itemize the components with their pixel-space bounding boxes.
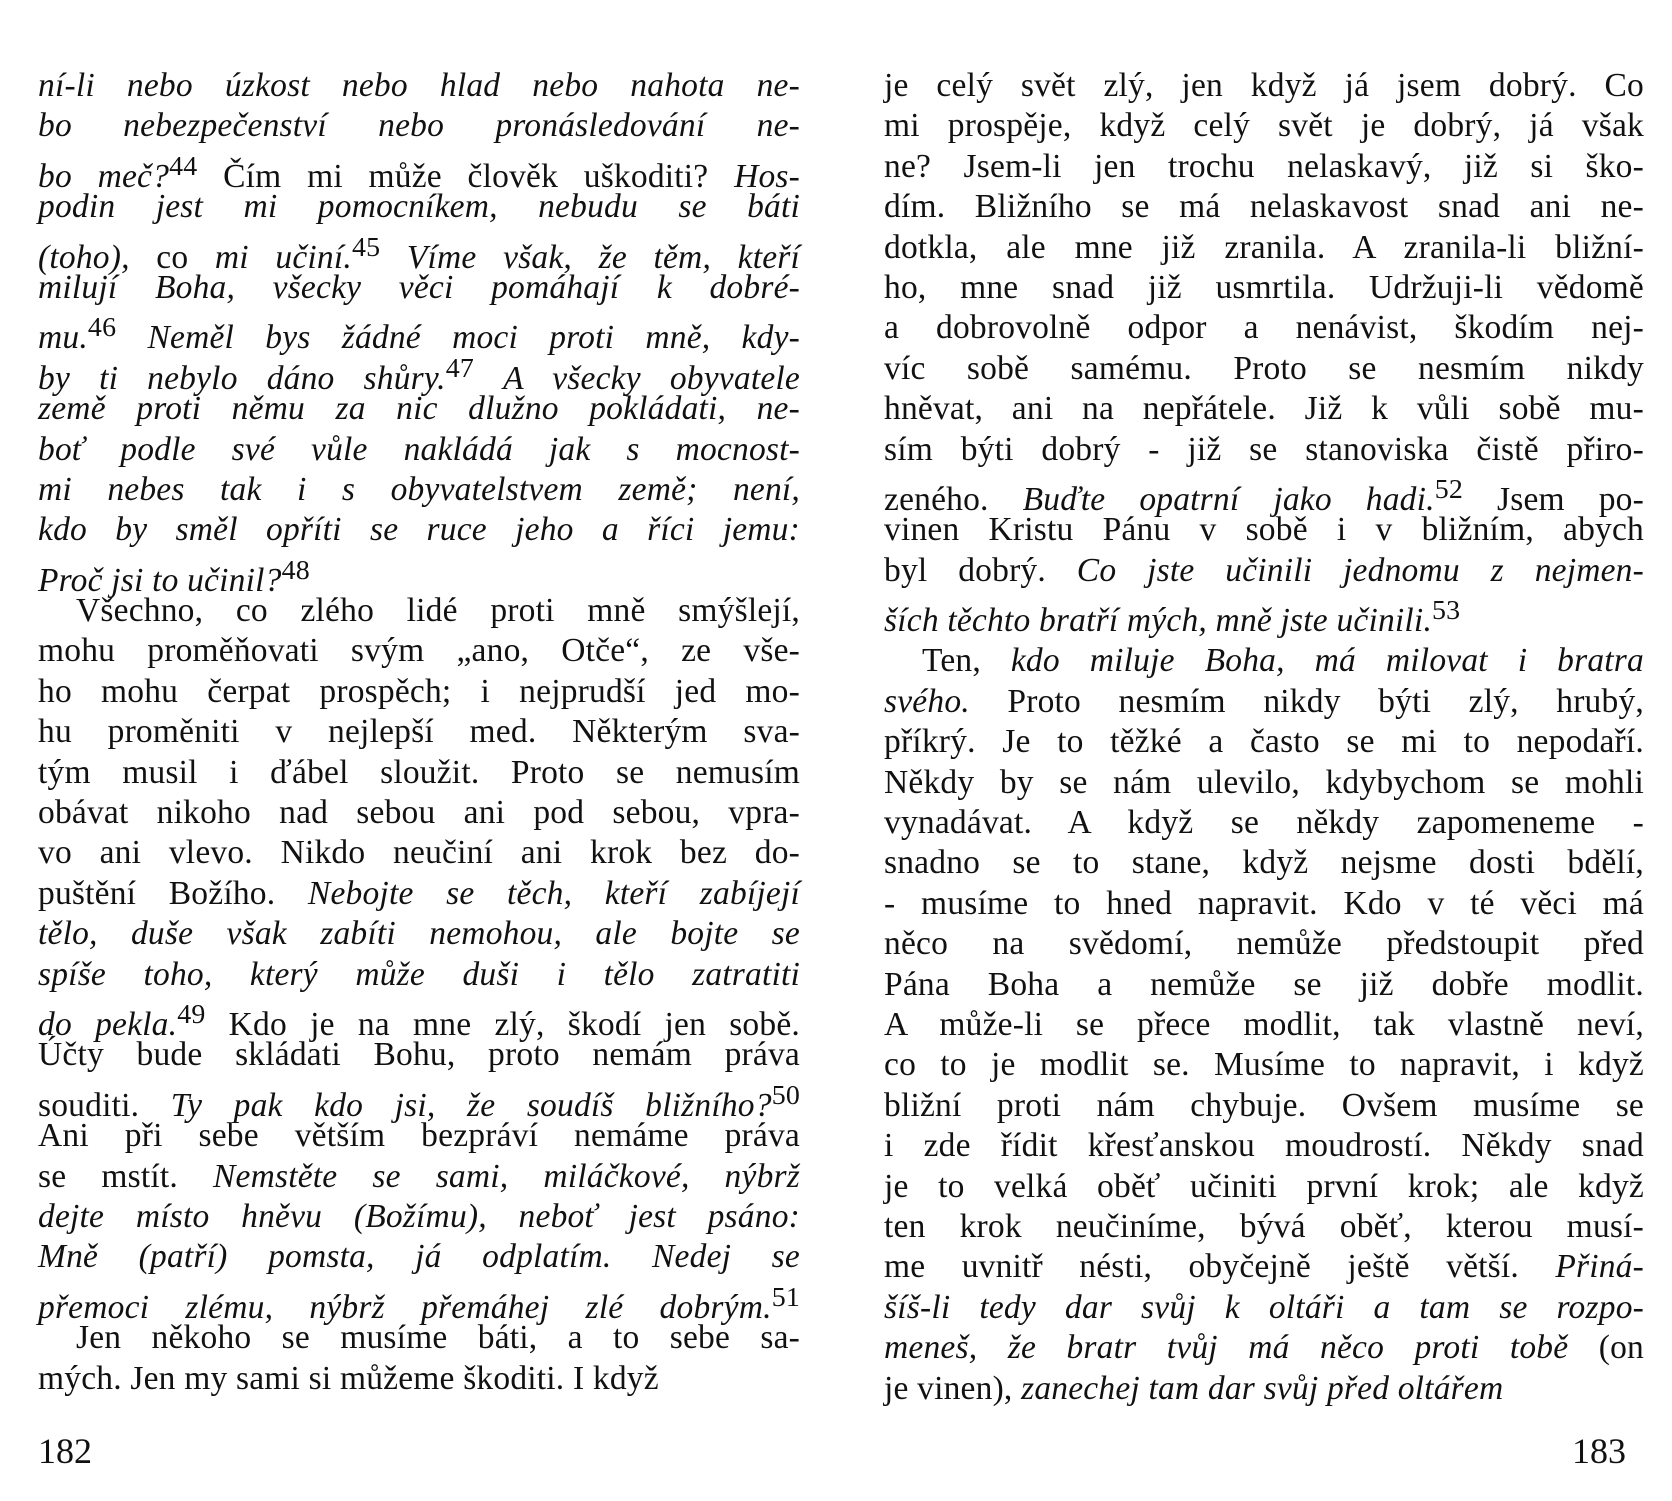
text-line: meneš, že bratr tvůj má něco proti tobě (on [884,1329,1644,1367]
text-line: i zde řídit křesťanskou moudrostí. Někdy snad [884,1127,1644,1165]
text-line: co to je modlit se. Musíme to napravit, i když [884,1046,1644,1084]
text-line: dotkla, ale mne již zranila. A zranila-li bližní- [884,228,1644,266]
text-line: vinen Kristu Pánu v sobě i v bližním, abych [884,511,1644,549]
text-line: mohu proměňovati svým „ano, Otče“, ze vše- [38,632,800,670]
text-line: Všechno, co zlého lidé proti mně smýšlejí, [76,592,800,630]
text-line: mých. Jen my sami si můžeme škoditi. I když [38,1359,659,1397]
text-line: podin jest mi pomocníkem, nebudu se báti [38,188,800,226]
text-line: víc sobě samému. Proto se nesmím nikdy [884,349,1644,387]
text-line: dejte místo hněvu (Božímu), neboť jest psáno: [38,1197,800,1235]
text-line: mi prospěje, když celý svět je dobrý, já však [884,107,1644,145]
text-line: je to velká oběť učiniti první krok; ale když [884,1167,1644,1205]
left-text-column [38,66,800,1399]
text-line: vynadávat. A když se někdy zapomeneme - [884,804,1644,842]
text-line: by ti nebylo dáno shůry.$^{47}$ A všecky obyvatele [38,352,800,397]
text-line: Někdy by se nám ulevilo, kdybychom se mohli [884,763,1644,801]
text-line: spíše toho, který může duši i tělo zatratiti [38,955,800,993]
text-line: mu.$^{46}$ Neměl bys žádné moci proti mně, kdy- [38,312,800,357]
text-line: ten krok neučiníme, bývá oběť, kterou musí- [884,1207,1644,1245]
text-line: boť podle své vůle nakládá jak s mocnost- [38,430,800,468]
text-line: tělo, duše však zabíti nemohou, ale bojte se [38,915,800,953]
right-page-number: 183 [1572,1431,1626,1471]
text-line: šíš-li tedy dar svůj k oltáři a tam se rozpo- [884,1288,1644,1326]
text-line: něco na svědomí, nemůže předstoupit před [884,925,1644,963]
text-line: bližní proti nám chybuje. Ovšem musíme se [884,1086,1644,1124]
text-line: souditi. Ty pak kdo jsi, že soudíš bližního?$^{50}$ [38,1079,800,1124]
text-line: tým musil i ďábel sloužit. Proto se nemusím [38,753,800,791]
right-page [836,0,1672,1501]
text-line: je vinen), zanechej tam dar svůj před oltářem [884,1369,1504,1407]
text-line: příkrý. Je to těžké a často se mi to nepodaří. [884,723,1644,761]
text-line: hněvat, ani na nepřátele. Již k vůli sobě mu- [884,390,1644,428]
text-line: bo nebezpečenství nebo pronásledování ne- [38,107,800,145]
text-line: Mně (patří) pomsta, já odplatím. Nedej se [38,1238,800,1276]
text-line: a dobrovolně odpor a nenávist, škodím nej- [884,309,1644,347]
text-line: A může-li se přece modlit, tak vlastně neví, [884,1005,1644,1043]
text-line: Pána Boha a nemůže se již dobře modlit. [884,965,1644,1003]
text-line: puštění Božího. Nebojte se těch, kteří zabíjejí [38,874,801,912]
text-line: snadno se to stane, když nejsme dosti bdělí, [884,844,1644,882]
text-line: mi nebes tak i s obyvatelstvem země; není, [38,470,800,508]
text-line: země proti němu za nic dlužno pokládati, ne- [38,390,800,428]
text-line: dím. Bližního se má nelaskavost snad ani ne- [884,188,1644,226]
text-line: Ani při sebe větším bezpráví nemáme práva [38,1117,800,1155]
text-line: Jen někoho se musíme báti, a to sebe sa- [76,1319,800,1357]
text-line: se mstít. Nemstěte se sami, miláčkové, nýbrž [38,1157,800,1195]
text-line: milují Boha, všecky věci pomáhají k dobré- [38,268,800,306]
right-text-column [884,66,1644,1409]
text-line: ne? Jsem-li jen trochu nelaskavý, již si ško- [884,147,1644,185]
text-line: ho, mne snad již usmrtila. Udržuji-li vědomě [884,268,1644,306]
text-line: obávat nikoho nad sebou ani pod sebou, vpra- [38,794,800,832]
text-line: byl dobrý. Co jste učinili jednomu z nejmen- [884,551,1644,589]
text-line: sím býti dobrý - již se stanoviska čistě přiro- [884,430,1644,468]
text-line: ho mohu čerpat prospěch; i nejprudší jed mo- [38,672,800,710]
text-line: vo ani vlevo. Nikdo neučiní ani krok bez do- [38,834,800,872]
text-line: Proč jsi to učinil?$^{48}$ [38,554,310,599]
text-line: přemoci zlému, nýbrž přemáhej zlé dobrým.$^{51}$ [38,1281,800,1326]
text-line: zeného. Buďte opatrní jako hadi.$^{52}$ Jsem po- [884,473,1644,519]
text-line: Ten, kdo miluje Boha, má milovat i bratra [922,642,1644,680]
text-line: - musíme to hned napravit. Kdo v té věci má [884,884,1644,922]
left-page-number: 182 [38,1431,92,1471]
text-line: bo meč?$^{44}$ Čím mi může člověk uškoditi? Hos- [38,150,800,195]
text-line: kdo by směl opříti se ruce jeho a říci jemu: [38,511,800,549]
text-line: ní-li nebo úzkost nebo hlad nebo nahota ne- [38,67,800,104]
text-line: svého. Proto nesmím nikdy býti zlý, hrubý, [884,682,1644,720]
text-line: me uvnitř nésti, obyčejně ještě větší. Přiná- [884,1248,1644,1286]
text-line: (toho), co mi učiní.$^{45}$ Víme však, že těm, kteří [38,231,801,276]
text-line: ších těchto bratří mých, mně jste učinili.$^{53}$ [884,595,1461,640]
text-line: je celý svět zlý, jen když já jsem dobrý. Co [884,67,1644,104]
text-line: Účty bude skládati Bohu, proto nemám práva [38,1036,800,1074]
text-line: do pekla.$^{49}$ Kdo je na mne zlý, škodí jen sobě. [38,998,800,1044]
text-line: hu proměniti v nejlepší med. Některým sva- [38,713,800,751]
